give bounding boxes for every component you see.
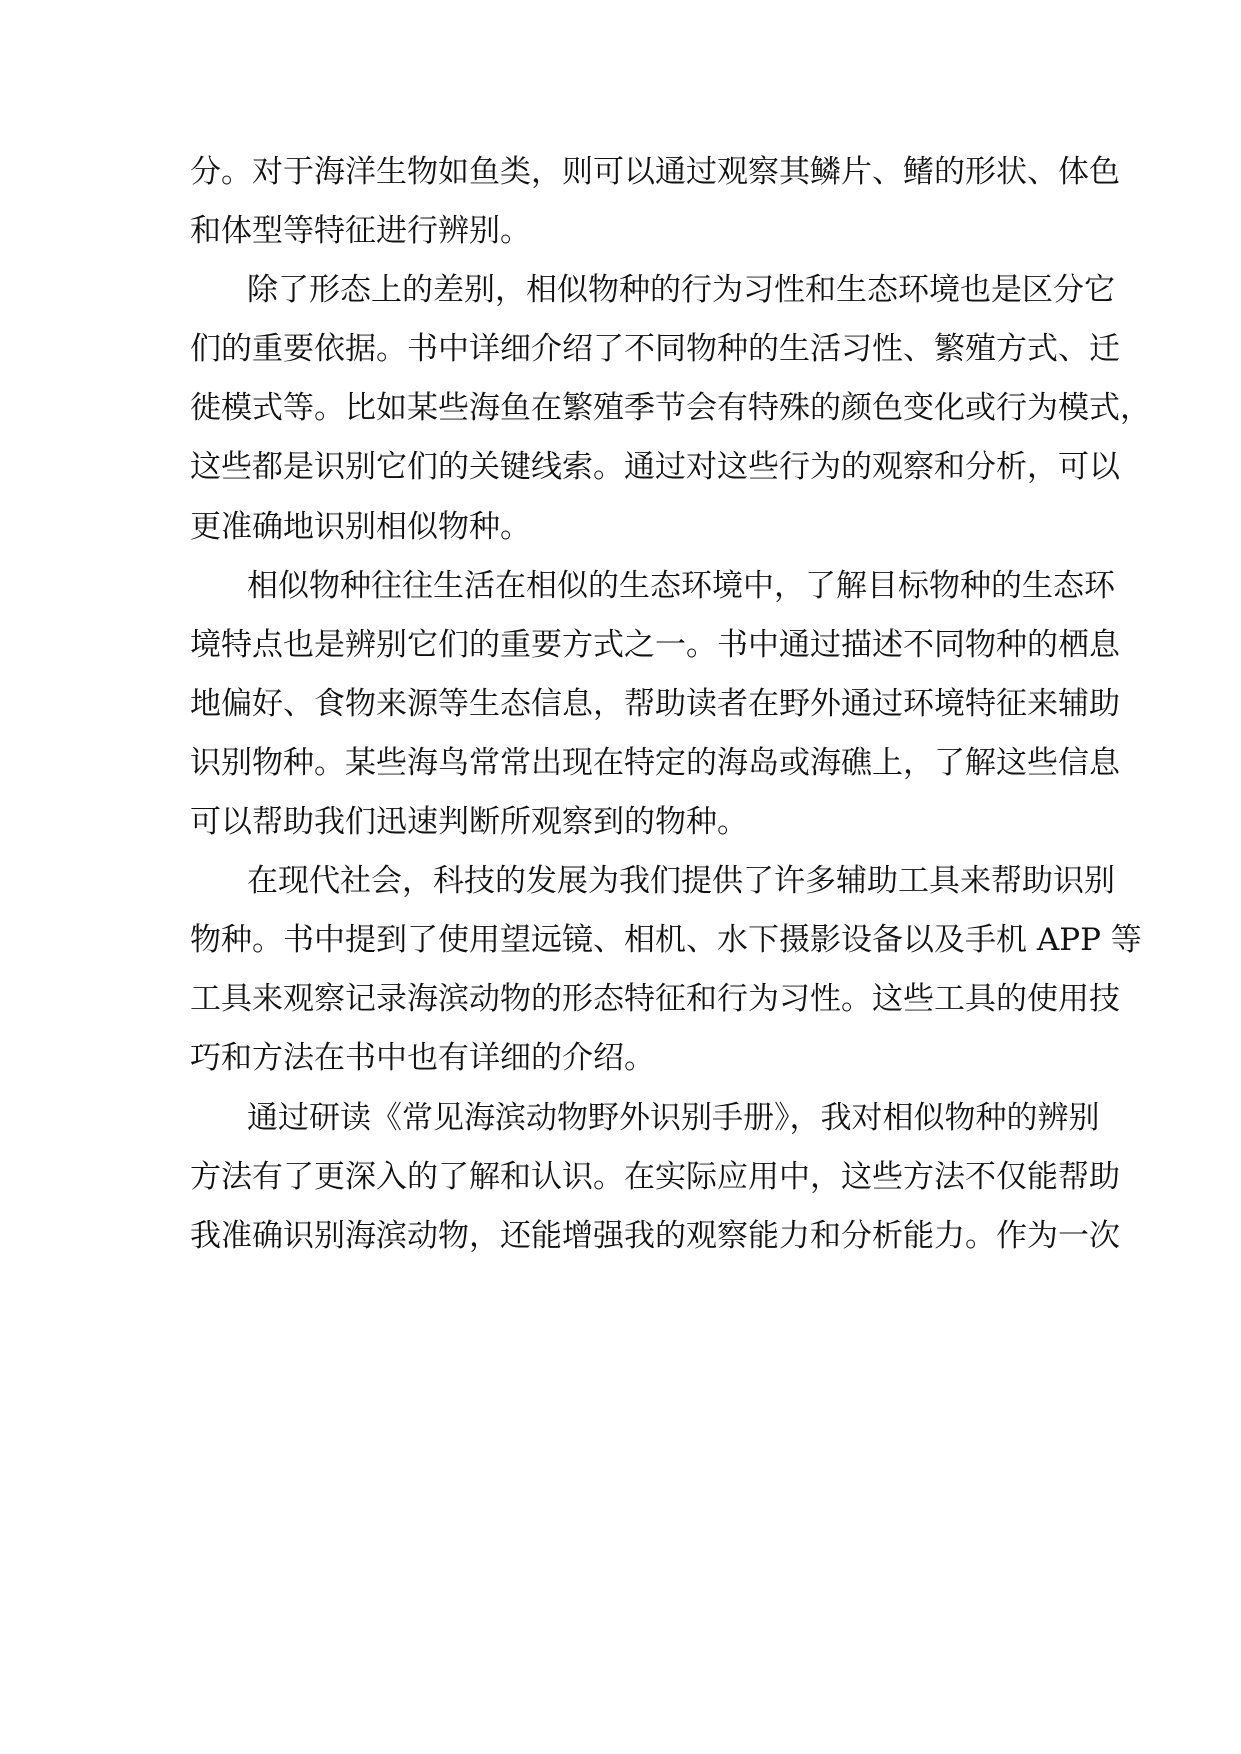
- document-body: [190, 143, 1151, 1266]
- text-line: 们的重要依据。书中详细介绍了不同物种的生活习性、繁殖方式、迁: [190, 331, 1120, 368]
- paragraph-start-line: 通过研读《常见海滨动物野外识别手册》，我对相似物种的辨别: [247, 1099, 1100, 1136]
- text-line: 境特点也是辨别它们的重要方式之一。书中通过描述不同物种的栖息: [190, 626, 1120, 663]
- text-line: 识别物种。某些海鸟常常出现在特定的海岛或海礁上，了解这些信息: [190, 744, 1120, 781]
- text-line: 徙模式等。比如某些海鱼在繁殖季节会有特殊的颜色变化或行为模式，: [190, 390, 1151, 427]
- text-line: 工具来观察记录海滨动物的形态特征和行为习性。这些工具的使用技: [190, 981, 1120, 1018]
- text-line: 更准确地识别相似物种。: [190, 508, 531, 545]
- text-line: 物种。书中提到了使用望远镜、相机、水下摄影设备以及手机 APP 等: [190, 922, 1142, 959]
- text-line: 方法有了更深入的了解和认识。在实际应用中，这些方法不仅能帮助: [190, 1158, 1120, 1195]
- text-line: 我准确识别海滨动物，还能增强我的观察能力和分析能力。作为一次: [190, 1217, 1120, 1254]
- paragraph-start-line: 在现代社会，科技的发展为我们提供了许多辅助工具来帮助识别: [247, 863, 1115, 900]
- text-line: 和体型等特征进行辨别。: [190, 213, 531, 250]
- text-line: 巧和方法在书中也有详细的介绍。: [190, 1040, 655, 1077]
- paragraph-start-line: 相似物种往往生活在相似的生态环境中，了解目标物种的生态环: [247, 567, 1115, 604]
- paragraph-start-line: 除了形态上的差别，相似物种的行为习性和生态环境也是区分它: [247, 272, 1115, 309]
- text-line: 可以帮助我们迅速判断所观察到的物种。: [190, 804, 748, 841]
- text-line: 地偏好、食物来源等生态信息，帮助读者在野外通过环境特征来辅助: [190, 685, 1120, 722]
- text-line: 分。对于海洋生物如鱼类，则可以通过观察其鳞片、鳍的形状、体色: [190, 154, 1120, 190]
- text-line: 这些都是识别它们的关键线索。通过对这些行为的观察和分析，可以: [190, 449, 1120, 486]
